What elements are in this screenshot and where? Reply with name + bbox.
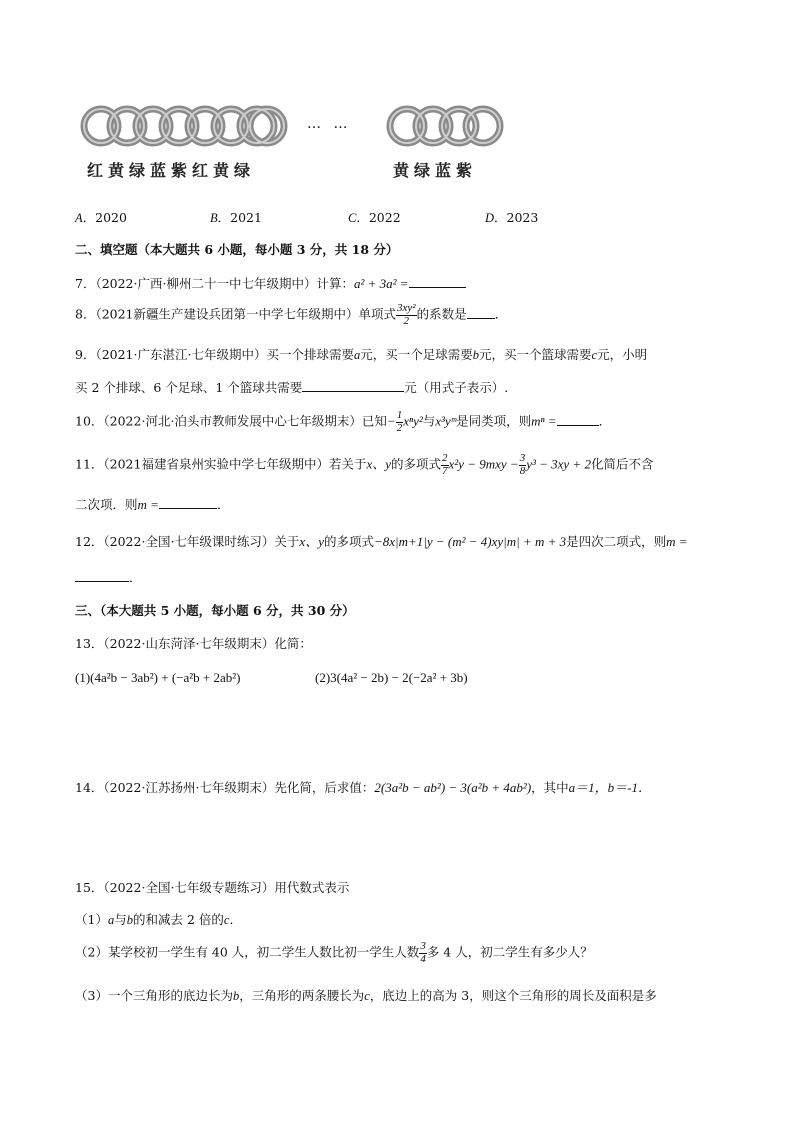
question-8: 8．（2021新疆生产建设兵团第一中学七年级期中）单项式 $\frac{\text{3xy²}}{2}$ 的系数是 ．	[75, 302, 508, 327]
question-13-part-2: (2)3(4a² − 2b) − 2(−2a² + 3b)	[315, 670, 468, 685]
fraction: $\frac{3}{8}$	[519, 452, 526, 477]
choice-a: A．2020	[75, 210, 127, 225]
question-15-part-2: （2）某学校初一学生有 40 人，初二学生人数比初一学生人数 $\frac{3}{4}$ 多 4 人，初二学生有多少人？	[75, 940, 593, 965]
question-9-line-1: 9．（2021·广东湛江·七年级期中）买一个排球需要a元，买一个足球需要b元，买一个篮球需要c元，小明	[75, 347, 648, 362]
fraction: $\frac{2}{7}$	[442, 452, 448, 477]
question-13-part-1: (1)(4a²b − 3ab²) + (−a²b + 2ab²)	[75, 670, 241, 685]
question-11-line-1: 11．（2021福建省泉州实验中学七年级期中）若关于x、y的多项式 $\frac{2}{7}$ x²y − 9mxy − $\frac{3}{8}$ y³ − 3xy + 2化简后不含	[75, 452, 654, 477]
question-15-part-3: （3）一个三角形的底边长为b，三角形的两条腰长为c，底边上的高为 3，则这个三角形的周长及面积是多	[75, 988, 657, 1003]
question-10: 10．（2022·河北·泊头市教师发展中心七年级期末）已知− $\frac{1}{2}$ xⁿy²与x³yᵐ是同类项，则mⁿ = ．	[75, 409, 612, 434]
ring-labels-left: 红黄绿蓝紫红黄绿	[87, 161, 256, 180]
choice-b: B．2021	[210, 210, 262, 225]
question-15-part-1: （1）a与b的和减去 2 倍的c．	[75, 912, 242, 927]
section-2-title: 二、填空题（本大题共 6 小题，每小题 3 分，共 18 分）	[75, 242, 399, 257]
fraction: $\frac{1}{2}$	[396, 409, 403, 434]
rings-left-icon	[77, 102, 292, 152]
fraction: $\frac{\text{3xy²}}{2}$	[397, 302, 416, 327]
ring-labels-right: 黄绿蓝紫	[393, 161, 478, 180]
rings-right-icon	[383, 102, 508, 152]
question-7: 7．（2022·广西·柳州二十一中七年级期中）计算：a² + 3a² =	[75, 274, 466, 292]
section-3-title: 三、（本大题共 5 小题，每小题 6 分，共 30 分）	[75, 603, 355, 618]
answer-blank	[302, 379, 404, 392]
question-14: 14．（2022·江苏扬州·七年级期末）先化简，后求值：2(3a²b − ab²) − 3(a²b + 4ab²)，其中a＝1，b＝-1．	[75, 780, 652, 795]
answer-blank	[159, 496, 217, 509]
question-12-line-2: ．	[75, 568, 142, 586]
question-11-line-2: 二次项．则m = ．	[75, 497, 230, 512]
answer-blank	[557, 413, 599, 426]
question-12: 12．（2022·全国·七年级课时练习）关于x、y的多项式−8x|m+1|y − (m² − 4)xy|m| + m + 3是四次二项式，则m =	[75, 534, 688, 549]
choice-c: C．2022	[348, 210, 401, 225]
fraction: $\frac{3}{4}$	[420, 940, 426, 965]
ring-figure	[75, 100, 515, 185]
answer-blank	[75, 569, 129, 582]
answer-blank	[409, 275, 466, 288]
answer-blank	[467, 306, 495, 319]
question-9-line-2: 买 2 个排球、6 个足球、1 个篮球共需要 元（用式子表示）.	[75, 380, 509, 395]
question-13: 13．（2022·山东菏泽·七年级期末）化简：	[75, 636, 312, 651]
choice-d: D．2023	[485, 210, 539, 225]
ellipsis-dots: … …	[307, 116, 352, 132]
question-15: 15．（2022·全国·七年级专题练习）用代数式表示	[75, 880, 350, 895]
